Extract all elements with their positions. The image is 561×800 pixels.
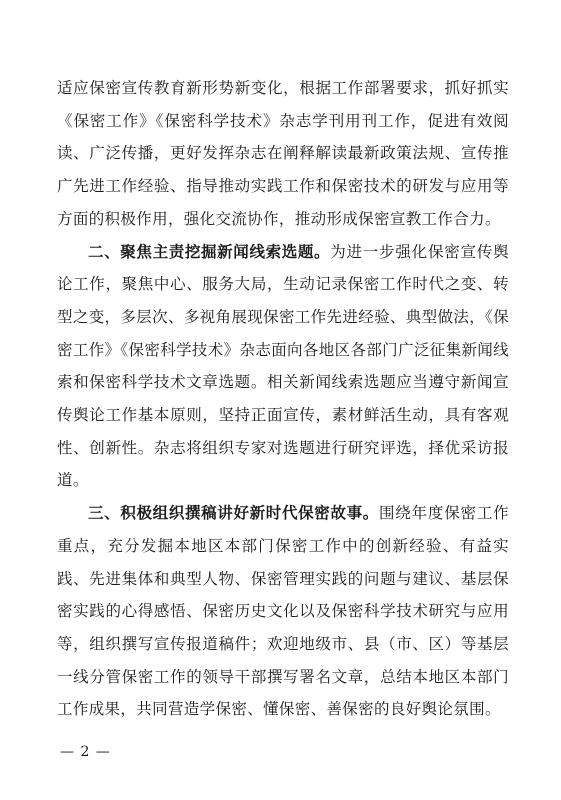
paragraph-1 xyxy=(57,72,509,236)
paragraph-1-text: 适应保密宣传教育新形势新变化，根据工作部署要求，抓好抓实《保密工作》《保密科学技术》杂志学刊用刊工作，促进有效阅读、广泛传播，更好发挥杂志在阐释解读最新政策法规、宣传推广先进工作经验、指导推动实践工作和保密技术的研发与应用等方面的积极作用，强化交流协作，推动形成保密宣教工作合力。 xyxy=(57,79,509,228)
paragraph-3 xyxy=(57,497,509,726)
document-body xyxy=(57,72,509,726)
paragraph-3-heading: 三、积极组织撰稿讲好新时代保密故事。 xyxy=(88,504,379,523)
paragraph-3-text: 围绕年度保密工作重点，充分发掘本地区本部门保密工作中的创新经验、有益实践、先进集体和典型人物、保密管理实践的问题与建议、基层保密实践的心得感悟、保密历史文化以及保密科学技术研究与应用等，组织撰写宣传报道稿件；欢迎地级市、县（市、区）等基层一线分管保密工作的领导干部撰写署名文章，总结本地区本部门工作成果，共同营造学保密、懂保密、善保密的良好舆论氛围。 xyxy=(57,504,509,719)
paragraph-2-heading: 二、聚焦主责挖掘新闻线索选题。 xyxy=(88,242,331,261)
paragraph-2 xyxy=(57,236,509,498)
paragraph-2-text: 为进一步强化保密宣传舆论工作，聚焦中心、服务大局，生动记录保密工作时代之变、转型之变，多层次、多视角展现保密工作先进经验、典型做法，《保密工作》《保密科学技术》杂志面向各地区各部门广泛征集新闻线索和保密科学技术文章选题。相关新闻线索选题应当遵守新闻宣传舆论工作基本原则，坚持正面宣传，素材鲜活生动，具有客观性、创新性。杂志将组织专家对选题进行研究评选，择优采访报道。 xyxy=(57,242,509,490)
page-number: — 2 — xyxy=(60,744,111,760)
